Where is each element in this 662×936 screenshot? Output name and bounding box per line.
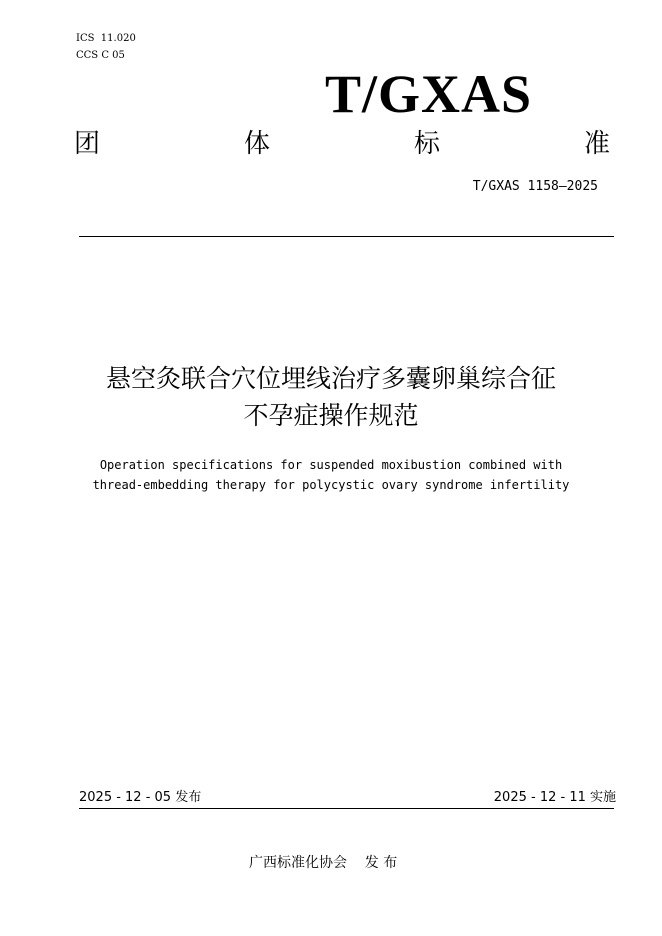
title-english-line-2: thread-embedding therapy for polycystic ovary syndrome infertility (92, 478, 570, 492)
publisher: 广西标准化协会 发 布 (249, 855, 398, 871)
organization-code: T/GXAS (325, 64, 533, 124)
standard-type-char: 体 (243, 129, 270, 159)
title-chinese-line-1: 悬空灸联合穴位埋线治疗多囊卵巢综合征 (105, 364, 556, 393)
title-chinese-line-2: 不孕症操作规范 (243, 401, 419, 430)
standard-number: T/GXAS 1158—2025 (472, 179, 598, 194)
issue-date: 2025 - 12 - 05 发布 (79, 790, 202, 805)
bottom-divider (79, 808, 614, 809)
implementation-date: 2025 - 12 - 11 实施 (493, 790, 616, 805)
ics-code: ICS 11.020 (76, 33, 136, 44)
ccs-code: CCS C 05 (76, 50, 125, 61)
standard-type-char: 准 (583, 129, 610, 159)
standard-type (74, 128, 610, 160)
title-english-line-1: Operation specifications for suspended moxibustion combined with (99, 458, 563, 472)
standard-type-char: 标 (413, 129, 440, 159)
top-divider (79, 236, 614, 237)
standard-type-char: 团 (74, 129, 101, 159)
